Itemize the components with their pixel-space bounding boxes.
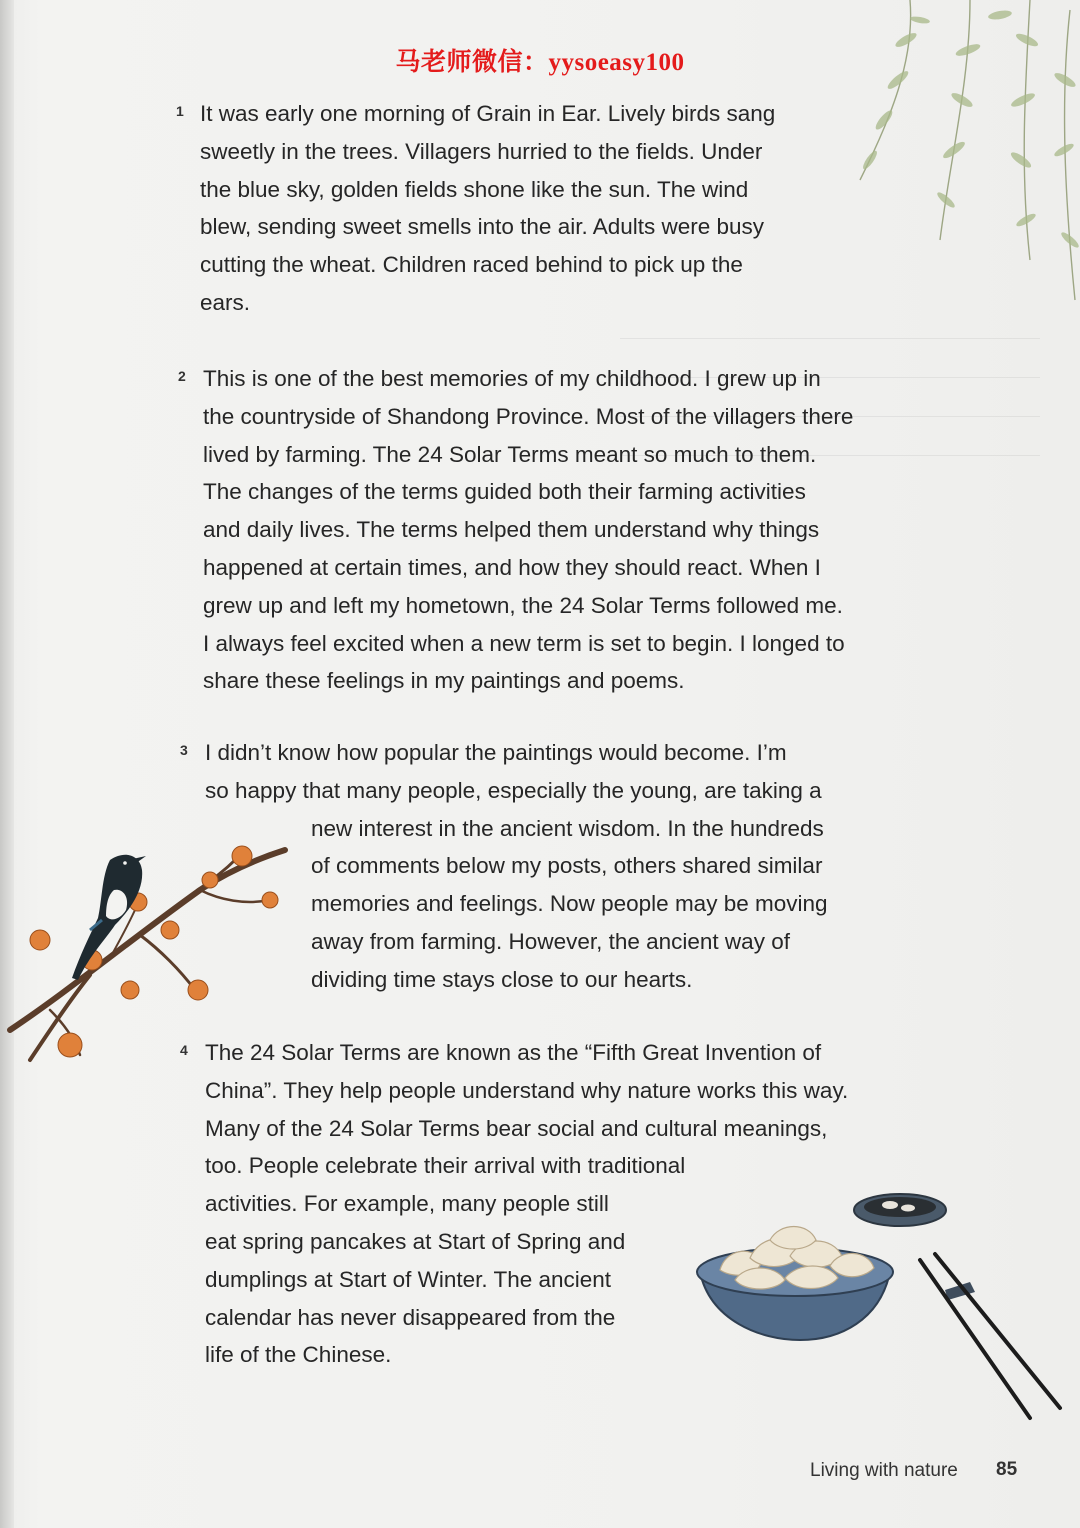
paragraph-line: the blue sky, golden fields shone like the sun. The wind [200,176,749,202]
paragraph-line: so happy that many people, especially the young, are taking a [205,777,822,803]
paragraph-line: share these feelings in my paintings and poems. [203,668,685,694]
paragraph-line: dividing time stays close to our hearts. [311,966,693,992]
paragraph-line: too. People celebrate their arrival with traditional [205,1153,686,1179]
paragraph-2 [203,360,853,700]
paragraph-line: China”. They help people understand why nature works this way. [205,1077,849,1103]
paragraph-line: memories and feelings. Now people may be moving [311,891,828,917]
paragraph-line: The 24 Solar Terms are known as the “Fifth Great Invention of [205,1040,822,1065]
paragraph-line: It was early one morning of Grain in Ear. Lively birds sang [200,101,776,126]
paragraph-number-3: 3 [180,742,188,758]
paragraph-number-4: 4 [180,1042,188,1058]
paragraph-line: blew, sending sweet smells into the air. Adults were busy [200,214,765,240]
paragraph-1 [200,95,775,322]
paragraph-line: cutting the wheat. Children raced behind to pick up the [200,252,743,278]
paragraph-line: Many of the 24 Solar Terms bear social and cultural meanings, [205,1115,828,1141]
paragraph-line: activities. For example, many people still [205,1191,609,1217]
paragraph-line: sweetly in the trees. Villagers hurried to the fields. Under [200,138,763,164]
page-number: 85 [996,1459,1018,1480]
paragraph-number-2: 2 [178,368,186,384]
paragraph-line: life of the Chinese. [205,1342,392,1368]
paragraph-line: dumplings at Start of Winter. The ancient [205,1266,612,1292]
paragraph-line: new interest in the ancient wisdom. In the hundreds [311,815,824,841]
paragraph-line: This is one of the best memories of my childhood. I grew up in [203,366,821,391]
paragraph-line: ears. [200,289,251,315]
paragraph-line: calendar has never disappeared from the [205,1304,616,1330]
paragraph-line: eat spring pancakes at Start of Spring and [205,1228,626,1254]
paragraph-line: happened at certain times, and how they should react. When I [203,554,821,580]
paragraph-line: of comments below my posts, others shared similar [311,853,823,879]
paragraph-line: I didn’t know how popular the paintings would become. I’m [205,740,787,765]
willow-branches-icon [820,0,1080,330]
paragraph-line: the countryside of Shandong Province. Most of the villagers there [203,403,854,429]
paragraph-line: I always feel excited when a new term is set to begin. I longed to [203,630,845,656]
paragraph-line: lived by farming. The 24 Solar Terms meant so much to them. [203,441,817,467]
watermark-text: 马老师微信：yysoeasy100 [395,49,685,76]
footer-section-title: Living with nature [810,1460,958,1481]
paragraph-line: and daily lives. The terms helped them understand why things [203,517,820,543]
paragraph-line: away from farming. However, the ancient way of [311,928,790,954]
book-spine-shadow [0,0,14,1528]
paragraph-3 [205,734,828,999]
paragraph-line: The changes of the terms guided both their farming activities [203,479,806,505]
dumplings-bowl-chopsticks-icon [690,1180,1070,1430]
paragraph-number-1: 1 [176,103,184,119]
paragraph-line: grew up and left my hometown, the 24 Solar Terms followed me. [203,592,843,618]
